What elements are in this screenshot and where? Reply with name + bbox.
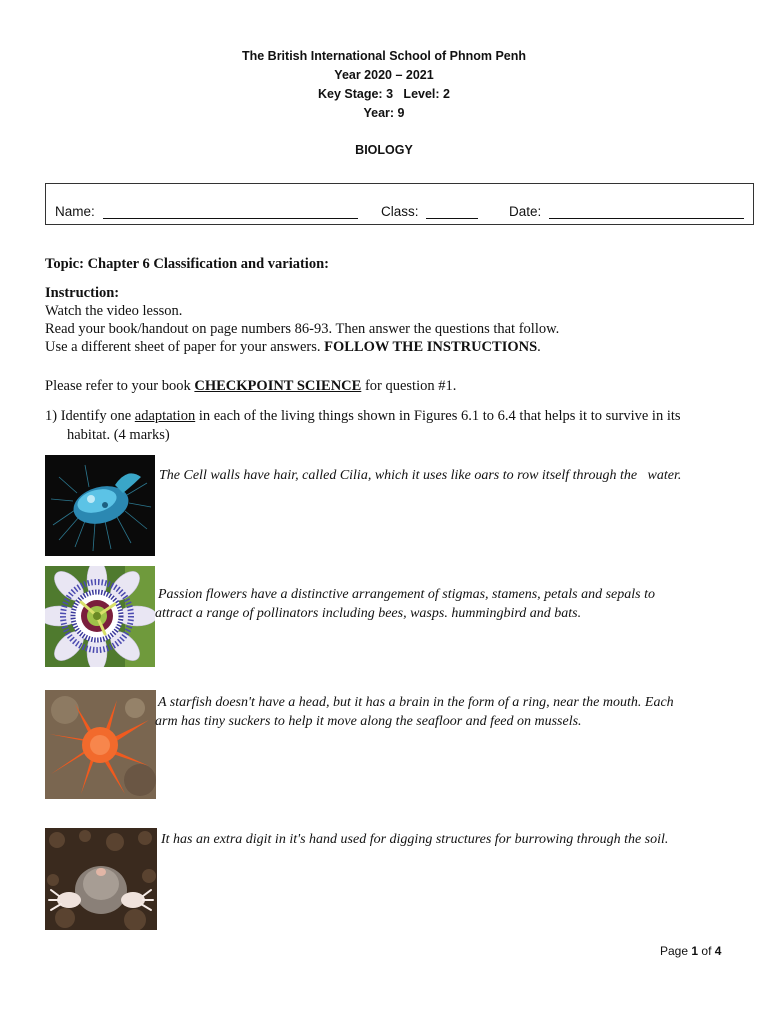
answer-2-line-2: attract a range of pollinators including bees, wasps. hummingbird and bats.	[155, 606, 582, 621]
question-1-start: 1) Identify one	[45, 408, 132, 424]
date-field[interactable]	[509, 204, 744, 219]
starfish-image	[45, 690, 156, 799]
question-1	[45, 407, 681, 425]
name-field[interactable]	[55, 204, 358, 219]
question-1-end: in each of the living things shown in Figures 6.1 to 6.4 that helps it to survive in its	[198, 408, 681, 424]
name-blank[interactable]	[103, 204, 358, 219]
book-reference	[45, 377, 456, 395]
answer-3-line-1: A starfish doesn't have a head, but it has a brain in the form of a ring, near the mouth. Each	[158, 695, 674, 710]
date-blank[interactable]	[549, 204, 744, 219]
topic-heading: Topic: Chapter 6 Classification and variation:	[45, 256, 329, 272]
passion-flower-image	[45, 566, 155, 667]
student-info-box	[45, 183, 754, 225]
name-label: Name:	[55, 204, 95, 219]
answer-2	[155, 585, 655, 623]
instruction-line-3	[45, 338, 541, 356]
answer-3-line-2: arm has tiny suckers to help it move along the seafloor and feed on mussels.	[155, 714, 582, 729]
refer-start: Please refer to your book	[45, 378, 191, 394]
answer-3	[155, 693, 674, 731]
book-title: CHECKPOINT SCIENCE	[194, 378, 362, 394]
of-label: of	[701, 944, 712, 958]
class-blank[interactable]	[426, 204, 478, 219]
answer-1-line-1: The Cell walls have hair, called Cilia, which it uses like oars to row itself through the water.	[159, 468, 682, 483]
school-header	[0, 47, 768, 123]
academic-year: Year 2020 – 2021	[334, 68, 434, 82]
total-pages: 4	[714, 944, 722, 958]
current-page: 1	[691, 944, 699, 958]
instruction-line-3-start: Use a different sheet of paper for your answers.	[45, 339, 321, 355]
instruction-line-1: Watch the video lesson.	[45, 303, 183, 319]
key-stage: Key Stage: 3 Level: 2	[317, 87, 450, 101]
school-name: The British International School of Phnom Penh	[241, 49, 527, 63]
class-label: Class:	[381, 204, 419, 219]
year-group: Year: 9	[363, 106, 405, 120]
adaptation-keyword: adaptation	[134, 408, 196, 424]
page-indicator	[660, 944, 721, 958]
instruction-line-3-end: .	[537, 339, 541, 355]
answer-2-line-1: Passion flowers have a distinctive arrangement of stigmas, stamens, petals and sepals to	[158, 587, 655, 602]
question-1-line-2: habitat. (4 marks)	[67, 427, 170, 443]
date-label: Date:	[509, 204, 542, 219]
page-label: Page	[660, 944, 689, 958]
subject-title: BIOLOGY	[355, 143, 413, 157]
follow-instructions-text: FOLLOW THE INSTRUCTIONS	[324, 339, 538, 355]
refer-end: for question #1.	[364, 378, 457, 394]
mole-image	[45, 828, 157, 930]
answer-1	[159, 466, 681, 485]
answer-4-line-1: It has an extra digit in it's hand used for digging structures for burrowing through the soil.	[161, 832, 669, 847]
class-field[interactable]	[381, 204, 478, 219]
instruction-line-2: Read your book/handout on page numbers 86-93. Then answer the questions that follow.	[45, 321, 560, 337]
instruction-heading: Instruction:	[45, 285, 120, 301]
answer-4	[161, 830, 668, 849]
protozoan-image	[45, 455, 155, 556]
